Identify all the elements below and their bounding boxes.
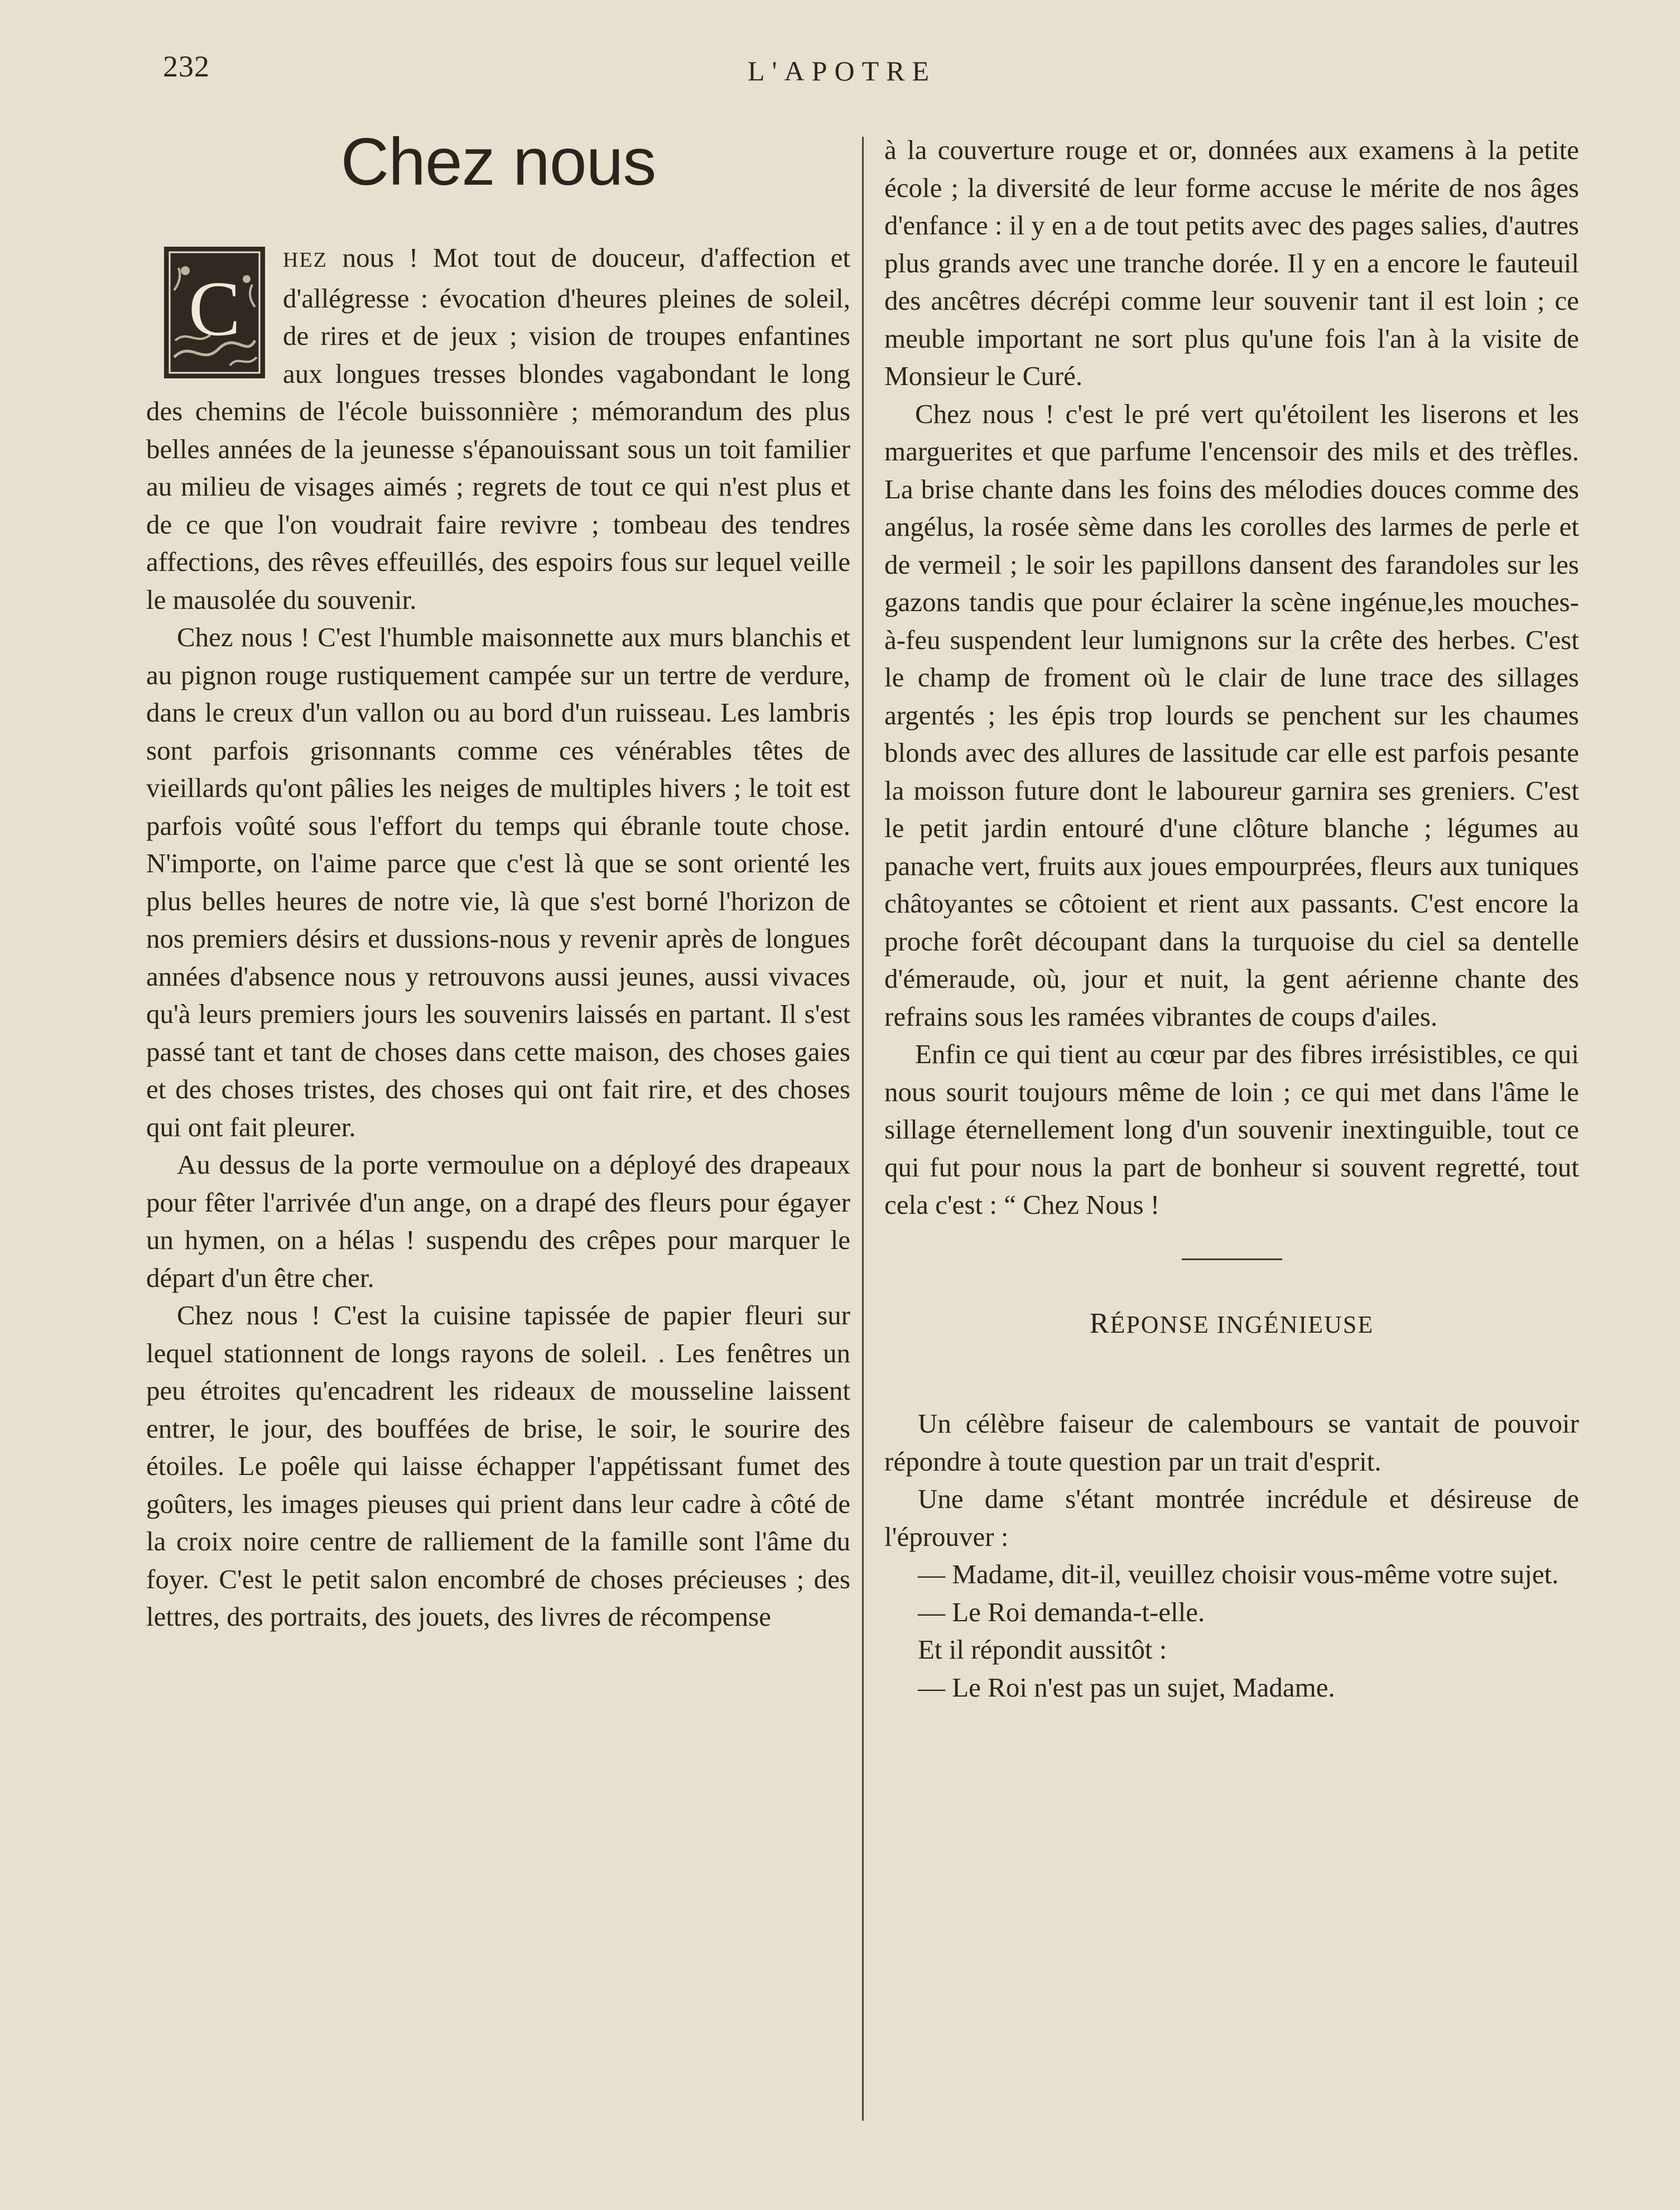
- article-paragraph-4: Chez nous ! C'est la cuisine tapissée de papier fleuri sur lequel stationnent de longs rayons de soleil. . Les fenêtres un peu étroites qu'encadrent les rideaux de mousseline laissent entrer, le jour, des bouffées de brise, le soir, le sourire des étoiles. Le poêle qui laisse échapper l'appétissant fumet des goûters, les images pieuses qui prient dans leur cadre à côté de la croix noire centre de ralliement de la famille sont l'âme du foyer. C'est le petit salon encombré de choses précieuses ; des lettres, des portraits, des jouets, des livres de récompense: [146, 1300, 850, 1632]
- right-column: [884, 131, 1579, 1706]
- anecdote-paragraph-4: — Le Roi demanda-t-elle.: [918, 1596, 1205, 1627]
- running-head: L'APOTRE: [748, 55, 937, 87]
- lead-smallcaps: HEZ: [283, 248, 328, 272]
- column-divider: [862, 137, 864, 2121]
- article-paragraph-5: Chez nous ! c'est le pré vert qu'étoilent les liserons et les marguerites et que parfume l'encensoir des mils et des trèfles. La brise chante dans les foins des mélodies douces comme des angélus, la rosée sème dans les corolles des larmes de perle et de vermeil ; le soir les papillons dansent des farandoles sur les gazons tandis que pour éclairer la scène ingénue,les mouches-à-feu suspendent leur lumignons sur la crête des herbes. C'est le champ de froment où le clair de lune trace des sillages argentés ; les épis trop lourds se penchent sur les chaumes blonds avec des allures de lassitude car elle est parfois pesante la moisson future dont le laboureur garnira ses greniers. C'est le petit jardin entouré d'une clôture blanche ; légumes au panache vert, fruits aux joues empourprées, fleurs aux tuniques châtoyantes se côtoient et rient aux passants. C'est encore la proche forêt découpant dans la turquoise du ciel sa dentelle d'émeraude, où, jour et nuit, la gent aérienne chante des refrains sous les ramées vibrantes de coups d'ailes.: [884, 398, 1579, 1032]
- article-paragraph-6: Enfin ce qui tient au cœur par des fibres irrésistibles, ce qui nous sourit toujours même de loin ; ce qui met dans l'âme le sillage éternellement long d'un souvenir inextinguible, tout ce qui fut pour nous la part de bonheur si souvent regretté, tout cela c'est : “ Chez Nous !: [884, 1039, 1579, 1220]
- page-number: 232: [163, 50, 210, 83]
- anecdote-body: [884, 1405, 1579, 1706]
- paragraph-1-text: nous ! Mot tout de douceur, d'affection et d'allégresse : évocation d'heures pleines de soleil, de rires et de jeux ; vision de troupes enfantines aux longues tresses blondes vagabondant le long des chemins de l'école buissonnière ; mémorandum des plus belles années de la jeunesse s'épanouissant sous un toit familier au milieu de visages aimés ; regrets de tout ce qui n'est plus et de ce que l'on voudrait faire revivre ; tombeau des tendres affections, des rêves effeuillés, des espoirs fous sur lequel veille le mausolée du souvenir.: [146, 242, 850, 615]
- dropcap-letter: C: [188, 266, 241, 352]
- article-paragraph-3: Au dessus de la porte vermoulue on a déployé des drapeaux pour fêter l'arrivée d'un ange, on a drapé des fleurs pour égayer un hymen, on a hélas ! suspendu des crêpes pour marquer le départ d'un être cher.: [146, 1149, 850, 1293]
- article-paragraph-1: [146, 239, 850, 618]
- anecdote-title: [884, 1305, 1579, 1344]
- anecdote-title-initial: R: [1089, 1307, 1110, 1339]
- article-paragraph-2: Chez nous ! C'est l'humble maisonnette aux murs blanchis et au pignon rouge rustiquement campée sur un tertre de verdure, dans le creux d'un vallon ou au bord d'un ruisseau. Les lambris sont parfois grisonnants comme ces vénérables têtes de vieillards qu'ont pâlies les neiges de multiples hivers ; le toit est parfois voûté sous l'effort du temps qui ébranle toute chose. N'importe, on l'aime parce que c'est là que se sont orienté les plus belles heures de notre vie, là que s'est borné l'horizon de nos premiers désirs et dussions-nous y revenir après de longues années d'absence nous y retrouvons aussi jeunes, aussi vivaces qu'à leurs premiers jours les souvenirs laissés en partant. Il s'est passé tant et tant de choses dans cette maison, des choses gaies et des choses tristes, des choses qui ont fait rire, et des choses qui ont fait pleurer.: [146, 622, 850, 1142]
- left-column: [146, 123, 850, 1636]
- section-rule: [1182, 1258, 1282, 1260]
- article-paragraph-4-continued: à la couverture rouge et or, données aux examens à la petite école ; la diversité de leur forme accuse le mérite de nos âges d'enfance : il y en a de tout petits avec des pages salies, d'autres plus grands avec une tranche dorée. Il y en a encore le fauteuil des ancêtres décrépi comme leur souvenir tant il est loin ; ce meuble important ne sort plus qu'une fois l'an à la visite de Monsieur le Curé.: [884, 134, 1579, 391]
- article-title: Chez nous: [340, 124, 656, 199]
- anecdote-paragraph-6: — Le Roi n'est pas un sujet, Madame.: [918, 1671, 1335, 1703]
- anecdote-paragraph-1: Un célèbre faiseur de calembours se vantait de pouvoir répondre à toute question par un trait d'esprit.: [884, 1408, 1579, 1477]
- anecdote-paragraph-2: Une dame s'étant montrée incrédule et désireuse de l'éprouver :: [884, 1483, 1579, 1552]
- anecdote-paragraph-3: — Madame, dit-il, veuillez choisir vous-même votre sujet.: [918, 1559, 1559, 1589]
- ornamental-dropcap: [163, 246, 266, 379]
- anecdote-paragraph-5: Et il répondit aussitôt :: [918, 1634, 1167, 1665]
- anecdote-title-rest: ÉPONSE INGÉNIEUSE: [1110, 1310, 1374, 1338]
